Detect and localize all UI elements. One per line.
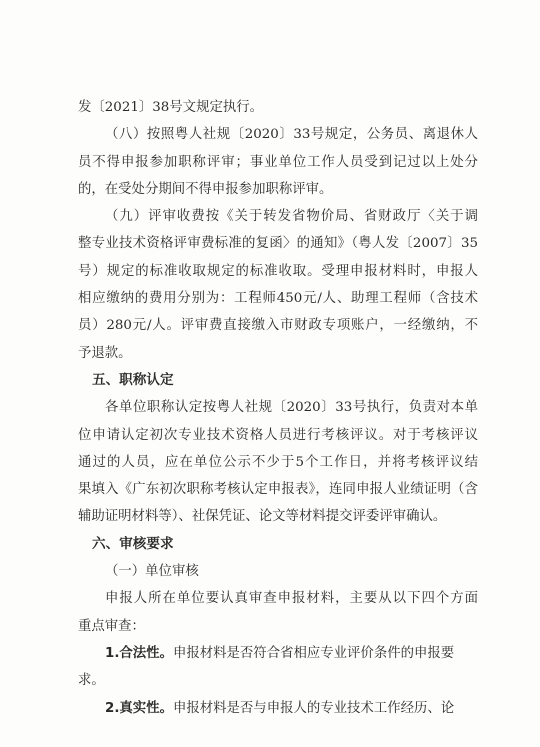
section-five-line-2: 位申请认定初次专业技术资格人员进行考核评议。对于考核评议 xyxy=(78,427,478,443)
legality-item xyxy=(78,640,478,667)
clause-eight-line-3: 的，在受处分期间不得申报参加职称评审。 xyxy=(78,181,333,197)
clause-nine-line-1: （九）评审收费按《关于转发省物价局、省财政厅〈关于调 xyxy=(105,209,478,225)
legality-item-end: 求。 xyxy=(78,673,105,689)
clause-eight-line-1: （八）按照粤人社规〔2020〕33号规定，公务员、离退休人 xyxy=(105,127,478,143)
unit-review-line-1: 申报人所在单位要认真审查申报材料，主要从以下四个方面 xyxy=(105,591,478,607)
clause-nine-line-5: 员）280元/人。评审费直接缴入市财政专项账户，一经缴纳，不 xyxy=(78,318,478,334)
authenticity-item xyxy=(78,695,478,722)
authenticity-term: 2.真实性。 xyxy=(105,700,173,716)
legality-term: 1.合法性。 xyxy=(105,645,173,661)
clause-nine-line-6: 予退款。 xyxy=(78,345,132,361)
authenticity-text: 申报材料是否与申报人的专业技术工作经历、论 xyxy=(172,700,455,716)
document-body xyxy=(78,94,478,722)
section-heading-review-requirements: 六、审核要求 xyxy=(92,535,174,552)
section-five-line-1: 各单位职称认定按粤人社规〔2020〕33号执行，负责对本单 xyxy=(105,400,478,416)
section-five-line-3: 通过的人员，应在单位公示不少于5个工作日，并将考核评议结 xyxy=(78,454,478,470)
clause-eight-line-2: 员不得申报参加职称评审；事业单位工作人员受到记过以上处分 xyxy=(78,154,478,170)
section-five-line-4: 果填入《广东初次职称考核认定申报表》，连同申报人业绩证明（含 xyxy=(78,482,478,498)
section-heading-title-recognition: 五、职称认定 xyxy=(92,371,174,388)
subsection-heading-unit-review: （一）单位审核 xyxy=(105,564,199,580)
clause-nine-line-3: 号）规定的标准收取规定的标准收取。受理申报材料时，申报人 xyxy=(78,263,478,279)
unit-review-line-2: 重点审查： xyxy=(78,618,145,634)
section-five-line-5: 辅助证明材料等）、社保凭证、论文等材料提交评委评审确认。 xyxy=(78,509,447,525)
text-line: 发〔2021〕38号文规定执行。 xyxy=(78,100,264,115)
legality-text: 申报材料是否符合省相应专业评价条件的申报要 xyxy=(172,645,455,661)
clause-nine-line-4: 相应缴纳的费用分别为：工程师450元/人、助理工程师（含技术 xyxy=(78,291,478,307)
clause-nine-line-2: 整专业技术资格评审费标准的复函〉的通知》（粤人发〔2007〕35 xyxy=(78,236,478,252)
